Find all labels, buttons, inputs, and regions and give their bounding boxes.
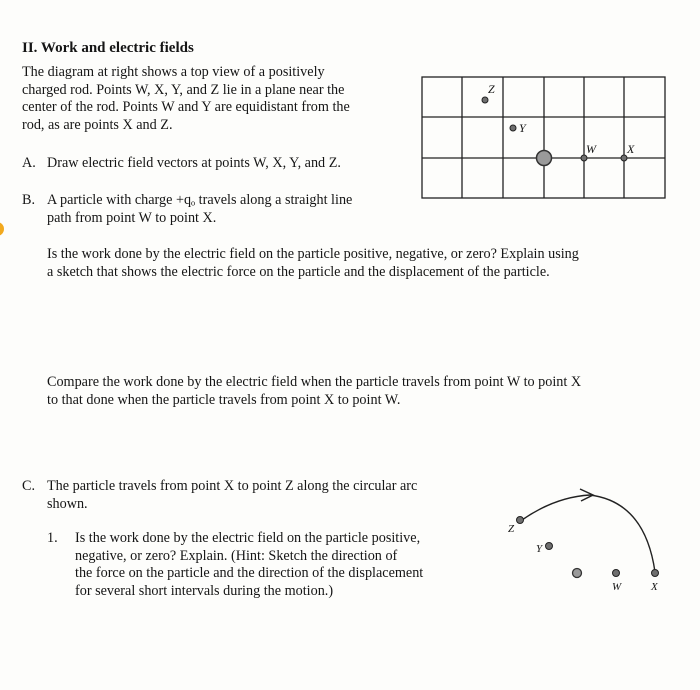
arc-point-z	[517, 517, 524, 524]
part-b-text	[47, 192, 352, 227]
intro-line-4: rod, as are points X and Z.	[22, 116, 173, 133]
arc-label-w: W	[612, 581, 622, 593]
part-b-q2-line-2: to that done when the particle travels from point X to point W.	[47, 391, 401, 408]
part-b-q1-line-2: a sketch that shows the electric force on the particle and the displacement of the particle.	[47, 263, 550, 280]
arc-path-left	[522, 495, 590, 520]
part-c-line-1: The particle travels from point X to point Z along the circular arc	[47, 478, 418, 494]
intro-line-3: center of the rod. Points W and Y are equidistant from the	[22, 99, 350, 115]
part-b-question-1	[47, 246, 579, 281]
label-z: Z	[488, 82, 495, 96]
charged-rod	[537, 151, 552, 166]
part-b-q2-line-1: Compare the work done by the electric field when the particle travels from point W to point X	[47, 374, 582, 390]
arc-point-w	[613, 570, 620, 577]
part-b-line-1: A particle with charge +qₒ travels along a straight line	[47, 192, 353, 208]
arc-label-y: Y	[536, 543, 543, 555]
part-a-label: A.	[22, 155, 36, 171]
rod-top-view-diagram	[420, 75, 670, 203]
point-z-marker	[482, 97, 488, 103]
arc-label-z: Z	[508, 523, 515, 535]
arc-path-right	[590, 495, 655, 572]
part-c-sub1-line-1: Is the work done by the electric field on the particle positive,	[75, 530, 421, 546]
arc-point-x	[652, 570, 659, 577]
intro-line-1: The diagram at right shows a top view of a positively	[22, 64, 325, 80]
margin-highlight-mark	[0, 222, 4, 236]
intro-line-2: charged rod. Points W, X, Y, and Z lie in a plane near the	[22, 81, 345, 98]
part-c-sub1-label: 1.	[47, 530, 58, 546]
label-w: W	[586, 142, 596, 156]
part-a-text: Draw electric field vectors at points W, X, Y, and Z.	[47, 155, 341, 171]
section-title: II. Work and electric fields	[22, 40, 194, 56]
part-c-sub1-line-3: the force on the particle and the direction of the displacement	[75, 565, 424, 581]
diagram-grid	[422, 77, 665, 198]
part-b-line-2: path from point W to point X.	[47, 209, 217, 226]
arc-point-y	[546, 543, 553, 550]
label-y: Y	[519, 121, 526, 135]
arc-label-x: X	[651, 581, 658, 593]
label-x: X	[627, 142, 635, 156]
point-y-marker	[510, 125, 516, 131]
part-c-line-2: shown.	[47, 495, 88, 512]
part-b-label: B.	[22, 192, 36, 208]
part-c-sub1-line-2: negative, or zero? Explain. (Hint: Sketch the direction of	[75, 547, 398, 564]
part-c-sub1-line-4: for several short intervals during the motion.)	[75, 582, 334, 599]
part-c-label: C.	[22, 478, 36, 494]
arc-charged-rod	[573, 569, 582, 578]
part-b-question-2	[47, 374, 581, 409]
part-c-sub1-text	[75, 530, 423, 600]
intro-paragraph	[22, 64, 350, 134]
arc-path-diagram	[500, 482, 670, 597]
part-c-text	[47, 478, 417, 513]
part-b-q1-line-1: Is the work done by the electric field on the particle positive, negative, or zero? Explain using	[47, 246, 579, 262]
